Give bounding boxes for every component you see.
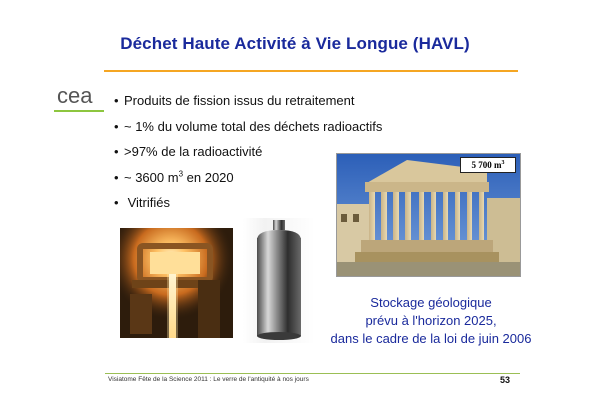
cea-logo: [56, 84, 98, 108]
bullet-item: • ~ 3600 $m^3$ en 2020: [114, 169, 234, 185]
temple-volume-label: 5 700 $m^3$: [460, 157, 516, 173]
footer-text: Visiatome Fête de la Science 2011 : Le verre de l'antiquité à nos jours: [108, 376, 309, 383]
footer-divider: [105, 373, 520, 374]
page-number: 53: [500, 375, 511, 385]
bullet-item: • ~ 1% du volume total des déchets radioactifs: [114, 118, 383, 134]
bullet-item: • >97% de la radioactivité: [114, 144, 263, 159]
caption-line: dans le cadre de la loi de juin 2006: [330, 331, 532, 346]
logo-underline: [54, 110, 104, 112]
glass-pouring-photo: [120, 228, 233, 338]
cea-logo-text: cea: [57, 84, 93, 108]
title-divider: [104, 70, 518, 72]
bullet-item: • Produits de fission issus du retraitement: [114, 93, 355, 108]
caption-line: prévu à l'horizon 2025,: [365, 313, 497, 328]
caption-line: Stockage géologique: [370, 295, 492, 310]
glass-canister-photo: [243, 218, 315, 343]
slide-title: Déchet Haute Activité à Vie Longue (HAVL): [120, 34, 470, 53]
storage-caption: [318, 294, 544, 348]
bullet-item: • Vitrifiés: [114, 195, 170, 210]
